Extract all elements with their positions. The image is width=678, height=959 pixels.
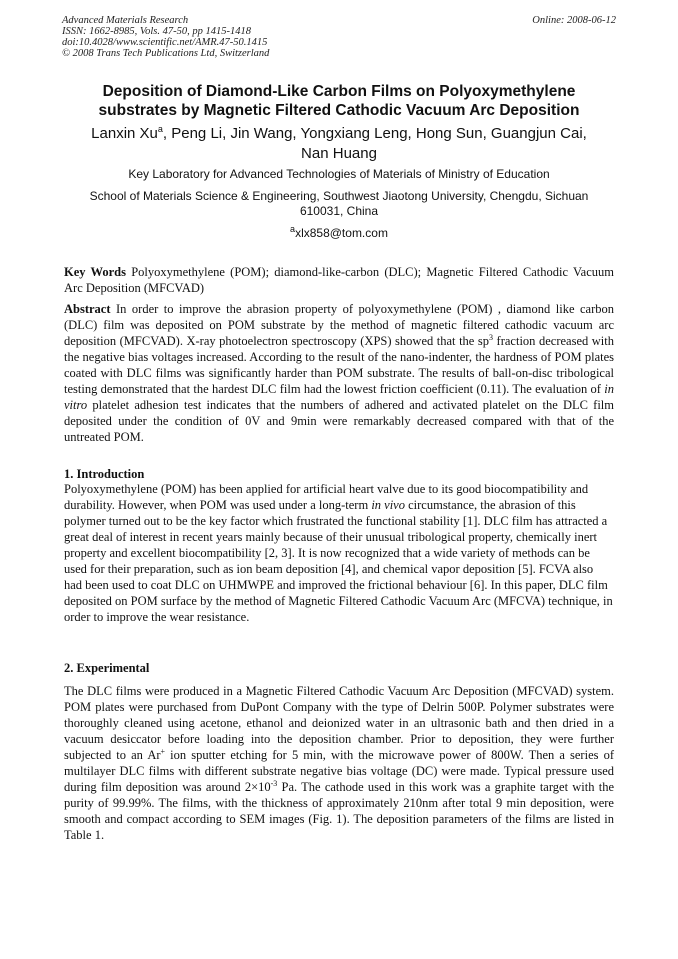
online-date: Online: 2008-06-12 <box>532 15 616 26</box>
abstract-text-1: In order to improve the abrasion property of polyoxymethylene (POM) , diamond like carbon (DLC) film was deposited on POM substrate by the method of magnetic filtered cathodic vacuum arc deposition (MFCVAD). X-ray photoelectron spectroscopy (XPS) showed that the sp <box>64 302 615 348</box>
section-heading-experimental: 2. Experimental <box>64 661 150 675</box>
journal-name: Advanced Materials Research <box>62 15 189 26</box>
author-line-2: Nan Huang <box>301 145 377 162</box>
author-superscript: a <box>157 124 163 134</box>
experimental-text-3: Pa. The cathode used in this work was a graphite target with the purity of 99.99%. The films, with the thickness of approximately 210nm after total 9 min deposition, were smooth and compact according to SEM images (Fig. 1). The deposition parameters of the films are listed in Table 1. <box>64 780 614 842</box>
running-header <box>62 15 616 59</box>
email-address: xlx858@tom.com <box>295 226 388 240</box>
experimental-superscript-2: -3 <box>270 778 278 788</box>
abstract-text-3: platelet adhesion test indicates that the numbers of adhered and activated platelet on the DLC film deposited under the condition of 0V and 9min were remarkably decreased compared with that of the untreated POM. <box>64 398 614 444</box>
abstract-italic: in vitro <box>64 382 614 412</box>
affiliation-school <box>60 189 618 219</box>
email-superscript: a <box>290 224 296 234</box>
author-email <box>60 226 618 241</box>
title-line-2: substrates by Magnetic Filtered Cathodic Vacuum Arc Deposition <box>98 102 580 119</box>
experimental-text-1: The DLC films were produced in a Magnetic Filtered Cathodic Vacuum Arc Deposition (MFCVAD) system. POM plates were purchased from DuPont Company with the type of Delrin 500P. Polymer substrates were thoroughly cleaned using acetone, ethanol and deionized water in an ultrasonic bath and then dried in a vacuum desiccator before loading into the deposition chamber. Prior to deposition, they were further subjected to an Ar <box>64 684 614 762</box>
issn-line: ISSN: 1662-8985, Vols. 47-50, pp 1415-1418 <box>62 26 251 37</box>
paper-title <box>60 82 618 120</box>
abstract-text-2: fraction decreased with the negative bias voltages increased. According to the result of the nano-indenter, the hardness of POM plates coated with DLC films was significantly harder than POM substrate. The results of ball-on-disc tribological testing demonstrated that the hardest DLC film had the lowest friction coefficient (0.11). The evaluation of <box>64 334 615 396</box>
abstract-superscript: 3 <box>489 332 494 342</box>
title-line-1: Deposition of Diamond-Like Carbon Films on Polyoxymethylene <box>102 83 576 100</box>
abstract-paragraph <box>64 301 614 445</box>
copyright-line: © 2008 Trans Tech Publications Ltd, Switzerland <box>62 48 270 59</box>
keywords-paragraph <box>64 264 614 296</box>
introduction-text-1: Polyoxymethylene (POM) has been applied for artificial heart valve due to its good biocompatibility and durability. However, when POM was used under a long-term <box>64 482 589 512</box>
other-authors: , Peng Li, Jin Wang, Yongxiang Leng, Hong Sun, Guangjun Cai, <box>162 125 587 142</box>
introduction-italic: in vivo <box>371 498 405 512</box>
experimental-paragraph <box>64 683 614 843</box>
experimental-text-2: ion sputter etching for 5 min, with the microwave power of 800W. Then a series of multilayer DLC films with different substrate negative bias voltage (DC) were made. Typical pressure used during film deposition was around 2×10 <box>64 748 614 794</box>
keywords-label: Key Words <box>64 265 126 279</box>
doi-line: doi:10.4028/www.scientific.net/AMR.47-50.1415 <box>62 37 268 48</box>
first-author: Lanxin Xu <box>91 125 158 142</box>
author-line-1 <box>60 124 618 144</box>
affiliation-school-line-2: 610031, China <box>299 204 379 218</box>
introduction-text-2: circumstance, the abrasion of this polymer turned out to be the key factor which frustrated the functional stability [1]. DLC film has attracted a great deal of interest in recent years mainly because of their unusual tribological property, chemically inert property and excellent biocompatibility [2, 3]. It is now recognized that a wide variety of methods can be used for their preparation, such as ion beam deposition [4], and chemical vapor deposition [5]. FCVA also had been used to coat DLC on UHMWPE and improved the frictional behaviour [6]. In this paper, DLC film deposited on POM surface by the method of Magnetic Filtered Cathodic Vacuum Arc (MFCVA) technique, in order to improve the wear resistance. <box>64 498 613 624</box>
affiliation-school-line-1: School of Materials Science & Engineering, Southwest Jiaotong University, Chengdu, Sichuan <box>89 189 589 203</box>
experimental-superscript-1: + <box>160 746 166 756</box>
introduction-paragraph <box>64 481 614 625</box>
section-heading-introduction: 1. Introduction <box>64 467 145 481</box>
affiliation-lab: Key Laboratory for Advanced Technologies of Materials of Ministry of Education <box>128 167 550 181</box>
keywords-text: Polyoxymethylene (POM); diamond-like-carbon (DLC); Magnetic Filtered Cathodic Vacuum Arc Deposition (MFCVAD) <box>64 265 614 295</box>
abstract-label: Abstract <box>64 302 111 316</box>
author-list <box>60 124 618 164</box>
